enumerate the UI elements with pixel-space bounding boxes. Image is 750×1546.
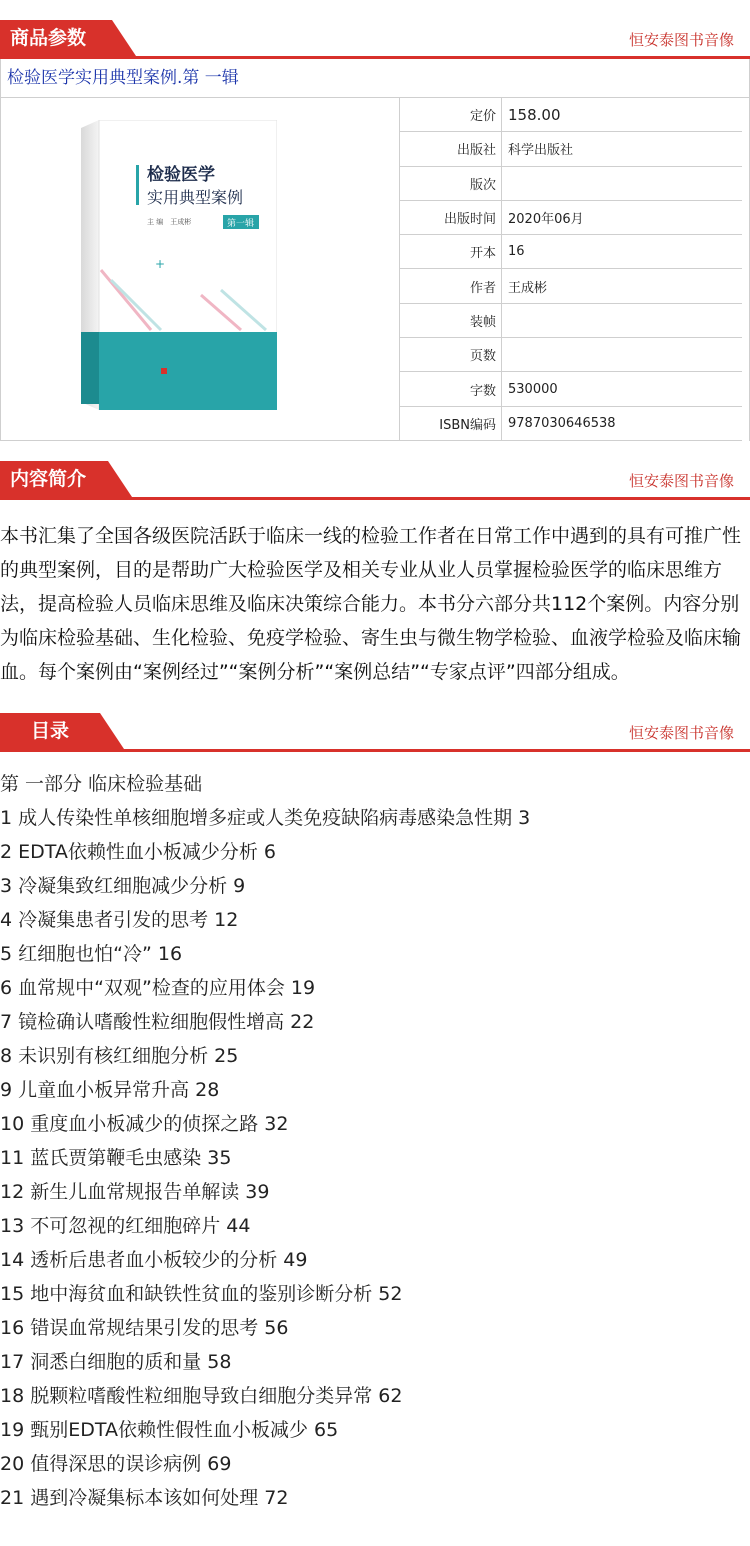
toc-item: 12 新生儿血常规报告单解读 39 [0, 1181, 270, 1203]
toc-item: 13 不可忽视的红细胞碎片 44 [0, 1215, 251, 1237]
cover-editor: 主 编 王成彬 [147, 218, 192, 226]
toc-list [0, 753, 750, 1515]
toc-item: 11 蓝氏贾第鞭毛虫感染 35 [0, 1147, 232, 1169]
params-header [0, 20, 750, 60]
toc-section [0, 689, 750, 1515]
spec-table [400, 98, 742, 441]
toc-item: 1 成人传染性单核细胞增多症或人类免疫缺陷病毒感染急性期 3 [0, 807, 531, 829]
spec-key: 出版社 [400, 132, 502, 166]
toc-title: 目录 [0, 713, 100, 749]
spec-row [400, 303, 742, 337]
toc-item: 20 值得深思的误诊病例 69 [0, 1453, 232, 1475]
toc-item: 第 一部分 临床检验基础 [0, 773, 203, 795]
toc-item: 2 EDTA依赖性血小板减少分析 6 [0, 841, 277, 863]
product-title: 检验医学实用典型案例.第 一辑 [0, 59, 750, 98]
spec-value [502, 338, 743, 372]
spec-key: 页数 [400, 338, 502, 372]
brand-label: 恒安泰图书音像 [628, 724, 734, 742]
header-rule [0, 497, 750, 500]
book-cover-image [81, 120, 277, 410]
header-rule [0, 749, 750, 752]
toc-item: 9 儿童血小板异常升高 28 [0, 1079, 220, 1101]
spec-key: 出版时间 [400, 200, 502, 234]
toc-item: 21 遇到冷凝集标本该如何处理 72 [0, 1487, 289, 1509]
toc-item: 17 洞悉白细胞的质和量 58 [0, 1351, 232, 1373]
toc-item: 19 甄别EDTA依赖性假性血小板减少 65 [0, 1419, 339, 1441]
spec-key: 作者 [400, 269, 502, 303]
params-section [0, 0, 750, 441]
brand-label: 恒安泰图书音像 [628, 472, 734, 490]
intro-section [0, 441, 750, 689]
spec-key: 开本 [400, 235, 502, 269]
spec-key: 装帧 [400, 303, 502, 337]
header-rule [0, 56, 750, 59]
spec-key: ISBN编码 [400, 406, 502, 440]
brand-label: 恒安泰图书音像 [628, 31, 734, 49]
intro-title: 内容简介 [0, 461, 108, 497]
spec-row [400, 372, 742, 406]
spec-row [400, 166, 742, 200]
toc-item: 4 冷凝集患者引发的思考 12 [0, 909, 239, 931]
spec-row [400, 338, 742, 372]
toc-item: 6 血常规中“双观”检查的应用体会 19 [0, 977, 316, 999]
toc-item: 7 镜检确认嗜酸性粒细胞假性增高 22 [0, 1011, 315, 1033]
spec-value: 科学出版社 [502, 132, 743, 166]
toc-item: 18 脱颗粒嗜酸性粒细胞导致白细胞分类异常 62 [0, 1385, 403, 1407]
spec-value [502, 303, 743, 337]
intro-text: 本书汇集了全国各级医院活跃于临床一线的检验工作者在日常工作中遇到的具有可推广性的典型案例，目的是帮助广大检验医学及相关专业从业人员掌握检验医学的临床思维方法，提高检验人员临床思维及临床决策综合能力。本书分六部分共112个案例。内容分别为临床检验基础、生化检验、免疫学检验、寄生虫与微生物学检验、血液学检验及临床输血。每个案例由“案例经过”“案例分析”“案例总结”“专家点评”四部分组成。 [0, 525, 742, 683]
spec-row [400, 235, 742, 269]
toc-item: 10 重度血小板减少的侦探之路 32 [0, 1113, 289, 1135]
spec-row [400, 269, 742, 303]
toc-item: 3 冷凝集致红细胞减少分析 9 [0, 875, 246, 897]
intro-header [0, 461, 750, 501]
cover-title-1: 检验医学 [147, 165, 215, 185]
toc-item: 8 未识别有核红细胞分析 25 [0, 1045, 239, 1067]
params-grid [0, 98, 750, 441]
cover-cell [1, 98, 400, 441]
cover-title-2: 实用典型案例 [147, 188, 244, 207]
spec-key: 定价 [400, 98, 502, 132]
spec-row [400, 132, 742, 166]
spec-value [502, 166, 743, 200]
spec-key: 版次 [400, 166, 502, 200]
spec-value: 王成彬 [502, 269, 743, 303]
spec-value: 530000 [502, 372, 743, 406]
spec-row [400, 98, 742, 132]
spec-row [400, 200, 742, 234]
cover-volume: 第一辑 [227, 219, 255, 229]
spec-row [400, 406, 742, 440]
spec-value: 16 [502, 235, 743, 269]
toc-item: 16 错误血常规结果引发的思考 56 [0, 1317, 289, 1339]
toc-item: 14 透析后患者血小板较少的分析 49 [0, 1249, 308, 1271]
toc-item: 15 地中海贫血和缺铁性贫血的鉴别诊断分析 52 [0, 1283, 403, 1305]
spec-value: 9787030646538 [502, 406, 743, 440]
toc-item: 5 红细胞也怕“冷” 16 [0, 943, 183, 965]
params-title: 商品参数 [0, 20, 112, 56]
spec-value: 2020年06月 [502, 200, 743, 234]
spec-value: 158.00 [502, 98, 743, 132]
spec-key: 字数 [400, 372, 502, 406]
toc-header [0, 713, 750, 753]
svg-text:+: + [155, 257, 166, 271]
